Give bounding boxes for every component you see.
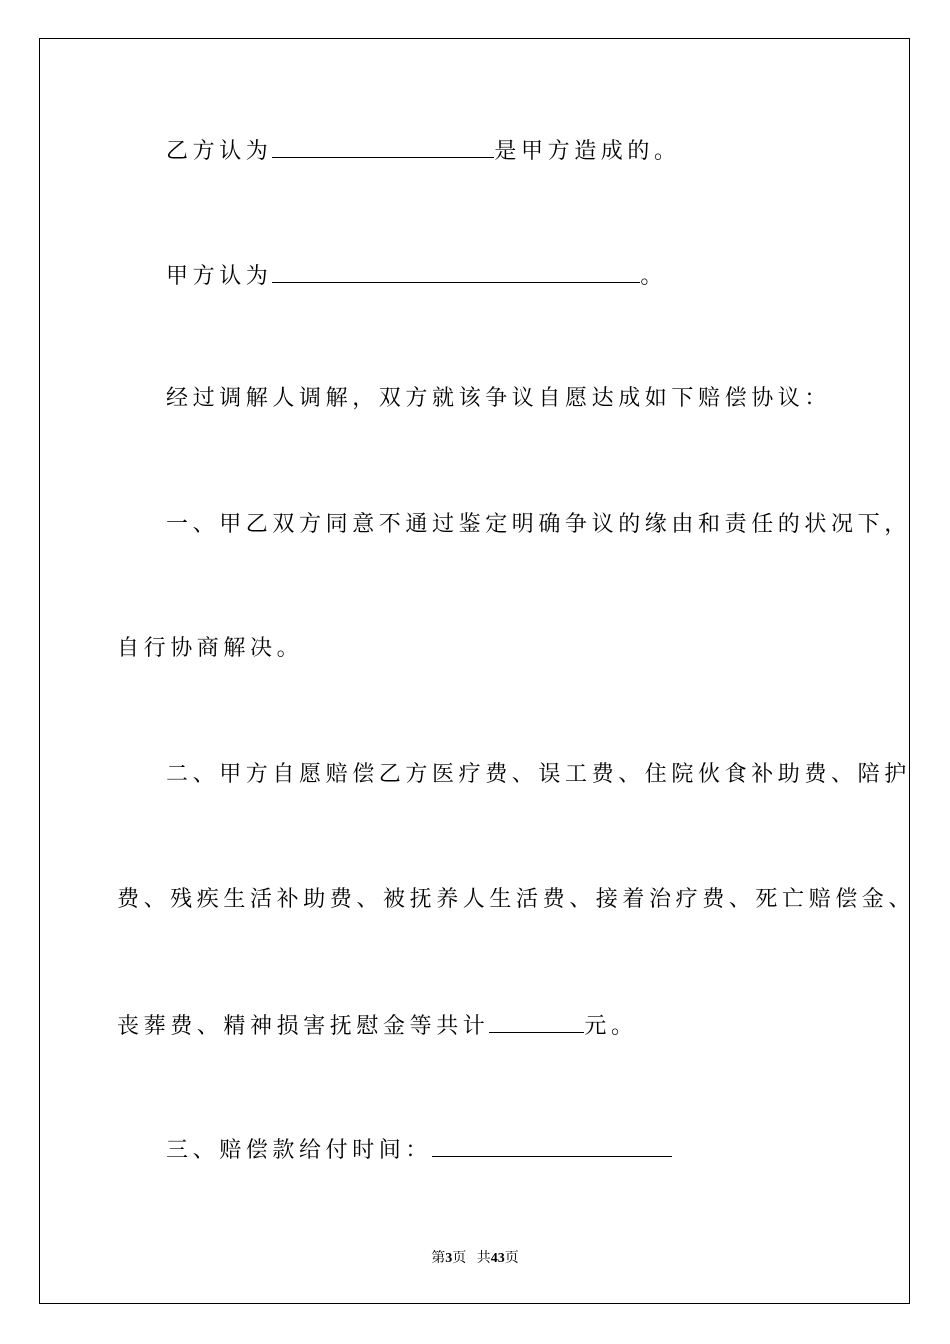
total-suffix: 页 bbox=[504, 1251, 519, 1266]
line-text: 乙方认为 bbox=[166, 139, 273, 164]
total-prefix: 共 bbox=[476, 1251, 491, 1266]
line-text: 一、甲乙双方同意不通过鉴定明确争议的缘由和责任的状况下， bbox=[166, 512, 911, 537]
page-number: 3 bbox=[445, 1251, 453, 1266]
line-text: 经过调解人调解，双方就该争议自愿达成如下赔偿协议： bbox=[166, 386, 832, 411]
line-text: 丧葬费、精神损害抚慰金等共计 bbox=[117, 1014, 490, 1039]
line-mediation bbox=[166, 386, 831, 412]
line-text: 是甲方造成的。 bbox=[494, 139, 681, 164]
line-party-b-opinion bbox=[166, 137, 681, 165]
total-pages: 43 bbox=[490, 1251, 505, 1266]
line-text: 。 bbox=[640, 264, 668, 289]
line-text: 自行协商解决。 bbox=[117, 636, 304, 661]
line-clause-3 bbox=[166, 1136, 672, 1164]
page-prefix: 第 bbox=[431, 1251, 446, 1266]
line-text: 费、残疾生活补助费、被抚养人生活费、接着治疗费、死亡赔偿金、 bbox=[117, 887, 916, 912]
line-clause-2-total bbox=[117, 1012, 638, 1040]
line-clause-1-cont bbox=[117, 636, 303, 662]
page-suffix: 页 bbox=[452, 1251, 467, 1266]
line-clause-2 bbox=[166, 762, 911, 788]
line-text: 元。 bbox=[584, 1014, 638, 1039]
amount-blank[interactable] bbox=[489, 1012, 584, 1033]
line-party-a-opinion bbox=[166, 262, 667, 290]
fill-in-blank[interactable] bbox=[272, 262, 640, 283]
line-clause-2-cont bbox=[117, 887, 915, 913]
line-clause-1 bbox=[166, 512, 911, 538]
page-border bbox=[39, 38, 910, 1304]
page-footer bbox=[0, 1247, 950, 1267]
line-text: 三、赔偿款给付时间： bbox=[166, 1138, 433, 1163]
fill-in-blank[interactable] bbox=[272, 137, 494, 158]
line-text: 甲方认为 bbox=[166, 264, 273, 289]
payment-time-blank[interactable] bbox=[432, 1136, 672, 1157]
line-text: 二、甲方自愿赔偿乙方医疗费、误工费、住院伙食补助费、陪护 bbox=[166, 762, 911, 787]
